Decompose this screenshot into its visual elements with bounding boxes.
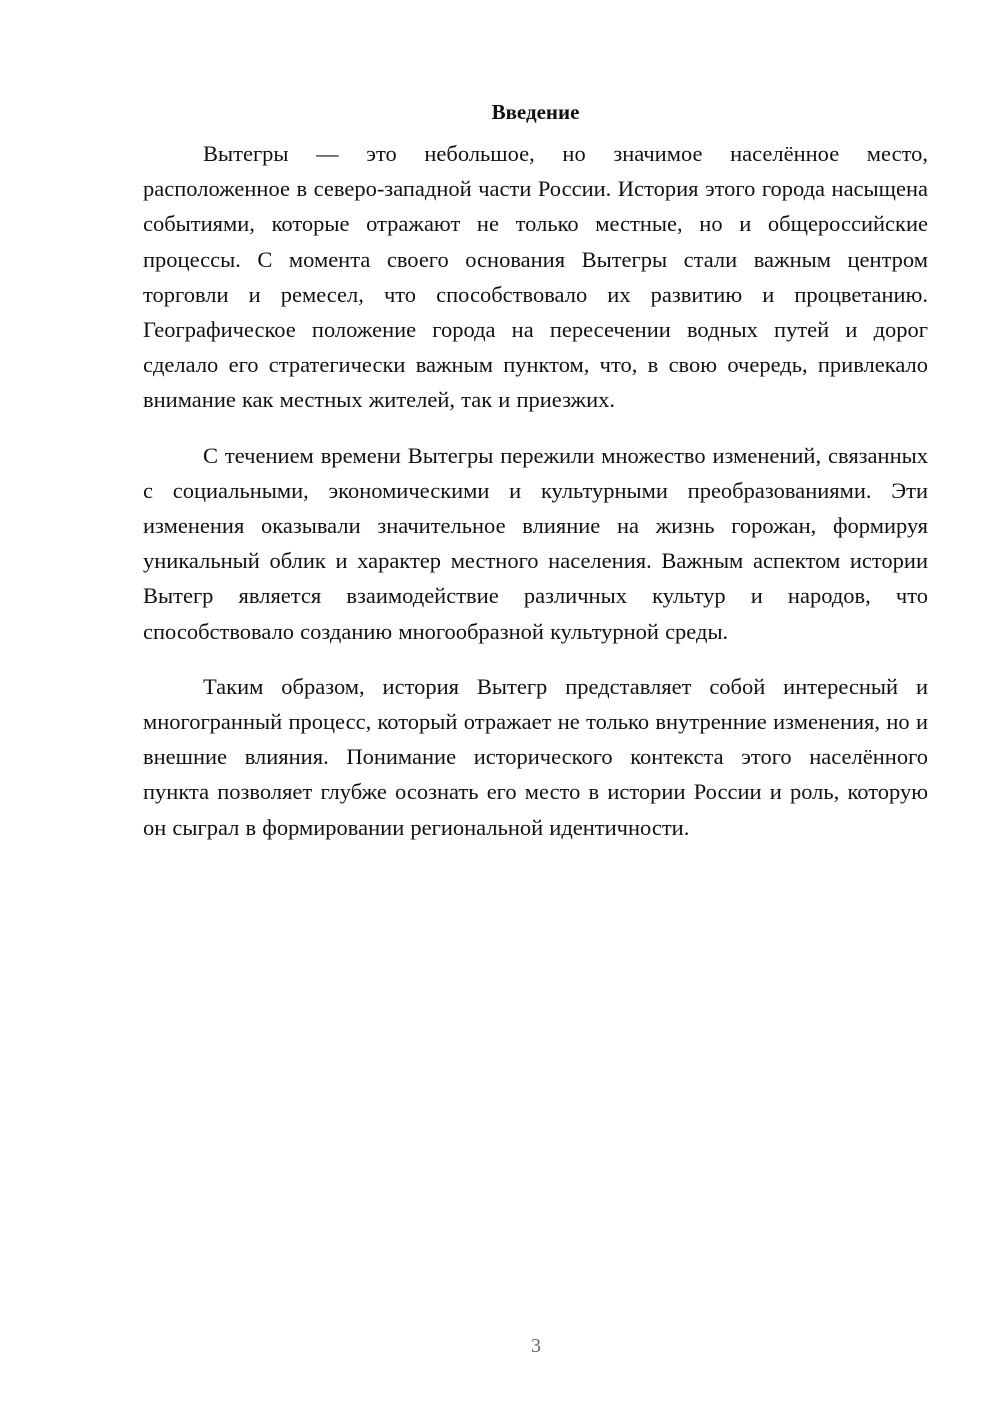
page-content (143, 98, 928, 865)
section-heading: Введение (491, 100, 580, 124)
page-number: 3 (531, 1335, 541, 1357)
paragraph-3: Таким образом, история Вытегр представляет собой интересный и многогранный процесс, который отражает не только внутренние изменения, но и внешние влияния. Понимание исторического контекста этого населённого пункта позволяет глубже осознать его место в истории России и роль, которую он сыграл в формировании региональной идентичности. (143, 673, 928, 840)
paragraph-2: С течением времени Вытегры пережили множество изменений, связанных с социальными, экономическими и культурными преобразованиями. Эти изменения оказывали значительное влияние на жизнь горожан, формируя уникальный облик и характер местного населения. Важным аспектом истории Вытегр является взаимодействие различных культур и народов, что способствовало созданию многообразной культурной среды. (143, 442, 928, 644)
paragraph-1: Вытегры — это небольшое, но значимое населённое место, расположенное в северо-западной части России. История этого города насыщена событиями, которые отражают не только местные, но и общероссийские процессы. С момента своего основания Вытегры стали важным центром торговли и ремесел, что способствовало их развитию и процветанию. Географическое положение города на пересечении водных путей и дорог сделало его стратегически важным пунктом, что, в свою очередь, привлекало внимание как местных жителей, так и приезжих. (143, 141, 928, 413)
